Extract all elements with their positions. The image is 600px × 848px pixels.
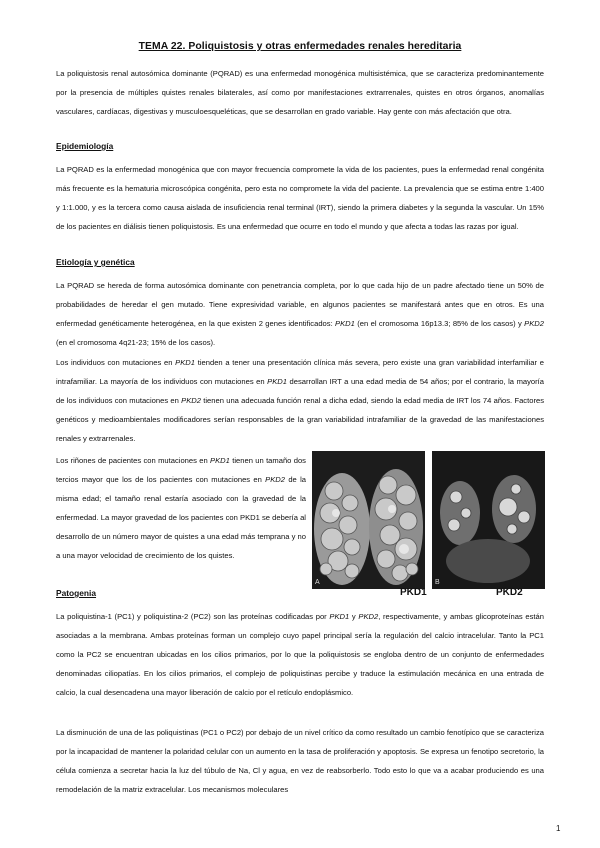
mri-pkd1-image: [312, 451, 425, 589]
kidney-mri-figure: [312, 451, 548, 603]
heading-epidemiologia: Epidemiología: [56, 141, 114, 151]
caption-pkd1: PKD1: [400, 587, 427, 598]
page-title: TEMA 22. Poliquistosis y otras enfermedades renales hereditaria: [138, 41, 462, 52]
intro-paragraph: La poliquistosis renal autosómica dominante (PQRAD) es una enfermedad monogénica multisistémica, que se caracteriza predominantemente por la presencia de múltiples quistes renales bilaterales, así como por manifestaciones extrarrenales, quistes en otros órganos, anomalías vasculares, cardíacas, digestivas y musculoesqueléticas, que se desarrollan en grado variable. Hay gente con más afectación que otra.: [56, 69, 544, 116]
heading-etiologia: Etiología y genética: [56, 257, 135, 267]
etiologia-paragraph-3: Los riñones de pacientes con mutaciones en PKD1 tienen un tamaño dos tercios mayor que los de los pacientes con mutaciones en PKD2 de la misma edad; el tamaño renal estaría asociado con la gravedad de la enfermedad. La mayor gravedad de los pacientes con PKD1 se debería al desarrollo de un número mayor de quistes a una edad más temprana y no a una mayor velocidad de crecimiento de los quistes.: [56, 456, 307, 560]
mri-scan-pkd2: [432, 451, 545, 589]
etiologia-paragraph-2: Los individuos con mutaciones en PKD1 tienden a tener una presentación clínica más severa, pero existe una gran variabilidad interfamiliar e intrafamiliar. La mayoría de los individuos con mutaciones en PKD1 desarrollan IRT a una edad media de 54 años; por el contrario, la mayoría de los individuos con mutaciones en PKD2 tienen una adecuada función renal a dicha edad, siendo la edad media de IRT los 74 años. Factores genéticos y medioambientales modificadores serían responsables de la gran variabilidad intrafamiliar de la gravedad de las manifestaciones renales y extrarrenales.: [56, 358, 544, 443]
mri-scan-pkd1: [312, 451, 425, 589]
etiologia-paragraph-1: La PQRAD se hereda de forma autosómica dominante con penetrancia completa, por lo que cada hijo de un padre afectado tiene un 50% de probabilidades de heredar el gen mutado. Tiene expresividad variable, en algunos pacientes se manifestará antes que en otros. Es una enfermedad genéticamente heterogénea, en la que existen 2 genes identificados: PKD1 (en el cromosoma 16p13.3; 85% de los casos) y PKD2 (en el cromosoma 4q21-23; 15% de los casos).: [56, 281, 544, 347]
mri-pkd2-image: [432, 451, 545, 589]
panel-label-b: B: [435, 579, 440, 586]
patogenia-paragraph-2: La disminución de una de las poliquistinas (PC1 o PC2) por debajo de un nivel crítico da como resultado un cambio fenotípico que se caracteriza por la incapacidad de mantener la polaridad celular con un aumento en la tasa de proliferación y apoptosis. Se expresa un fenotipo secretorio, la célula comienza a secretar hacia la luz del túbulo de Na, Cl y agua, en vez de reabsorberlo. Todo esto lo que va a acabar produciendo es una remodelación de la matriz extracelular. Los mecanismos moleculares: [56, 728, 544, 794]
heading-patogenia: Patogenia: [56, 588, 97, 598]
caption-pkd2: PKD2: [496, 587, 523, 598]
patogenia-paragraph-1: La poliquistina-1 (PC1) y poliquistina-2 (PC2) son las proteínas codificadas por PKD1 y PKD2, respectivamente, y ambas glicoproteínas están asociadas a la membrana. Ambas proteínas forman un complejo cuyo papel principal sería la regulación del calcio intracelular. Tanto la PC1 como la PC2 se encuentran ubicadas en los cilios primarios, por lo que la poliquistosis se engloba dentro de un conjunto de enfermedades denominadas ciliopatías. En los cilios primarios, el complejo de poliquistinas percibe y traduce la estimulación mecánica en una entrada de calcio, la cual desencadena una mayor liberación de calcio por el retículo endoplásmico.: [56, 612, 544, 697]
epidemiologia-paragraph: La PQRAD es la enfermedad monogénica que con mayor frecuencia compromete la vida de los pacientes, pues la enfermedad renal congénita más frecuente es la hematuria microscópica congénita, pero esta no compromete la vida del paciente. La prevalencia que se estima entre 1:400 y 1:1.000, y es la tercera como causa aislada de insuficiencia renal terminal (IRT), siendo la primera diabetes y la segunda la vascular. Un 15% de los pacientes en diálisis tienen poliquistosis. Es una enfermedad que ocurre en todo el mundo y que afecta a todas las razas por igual.: [56, 165, 544, 231]
page-number: 1: [556, 824, 561, 833]
panel-label-a: A: [315, 579, 320, 586]
